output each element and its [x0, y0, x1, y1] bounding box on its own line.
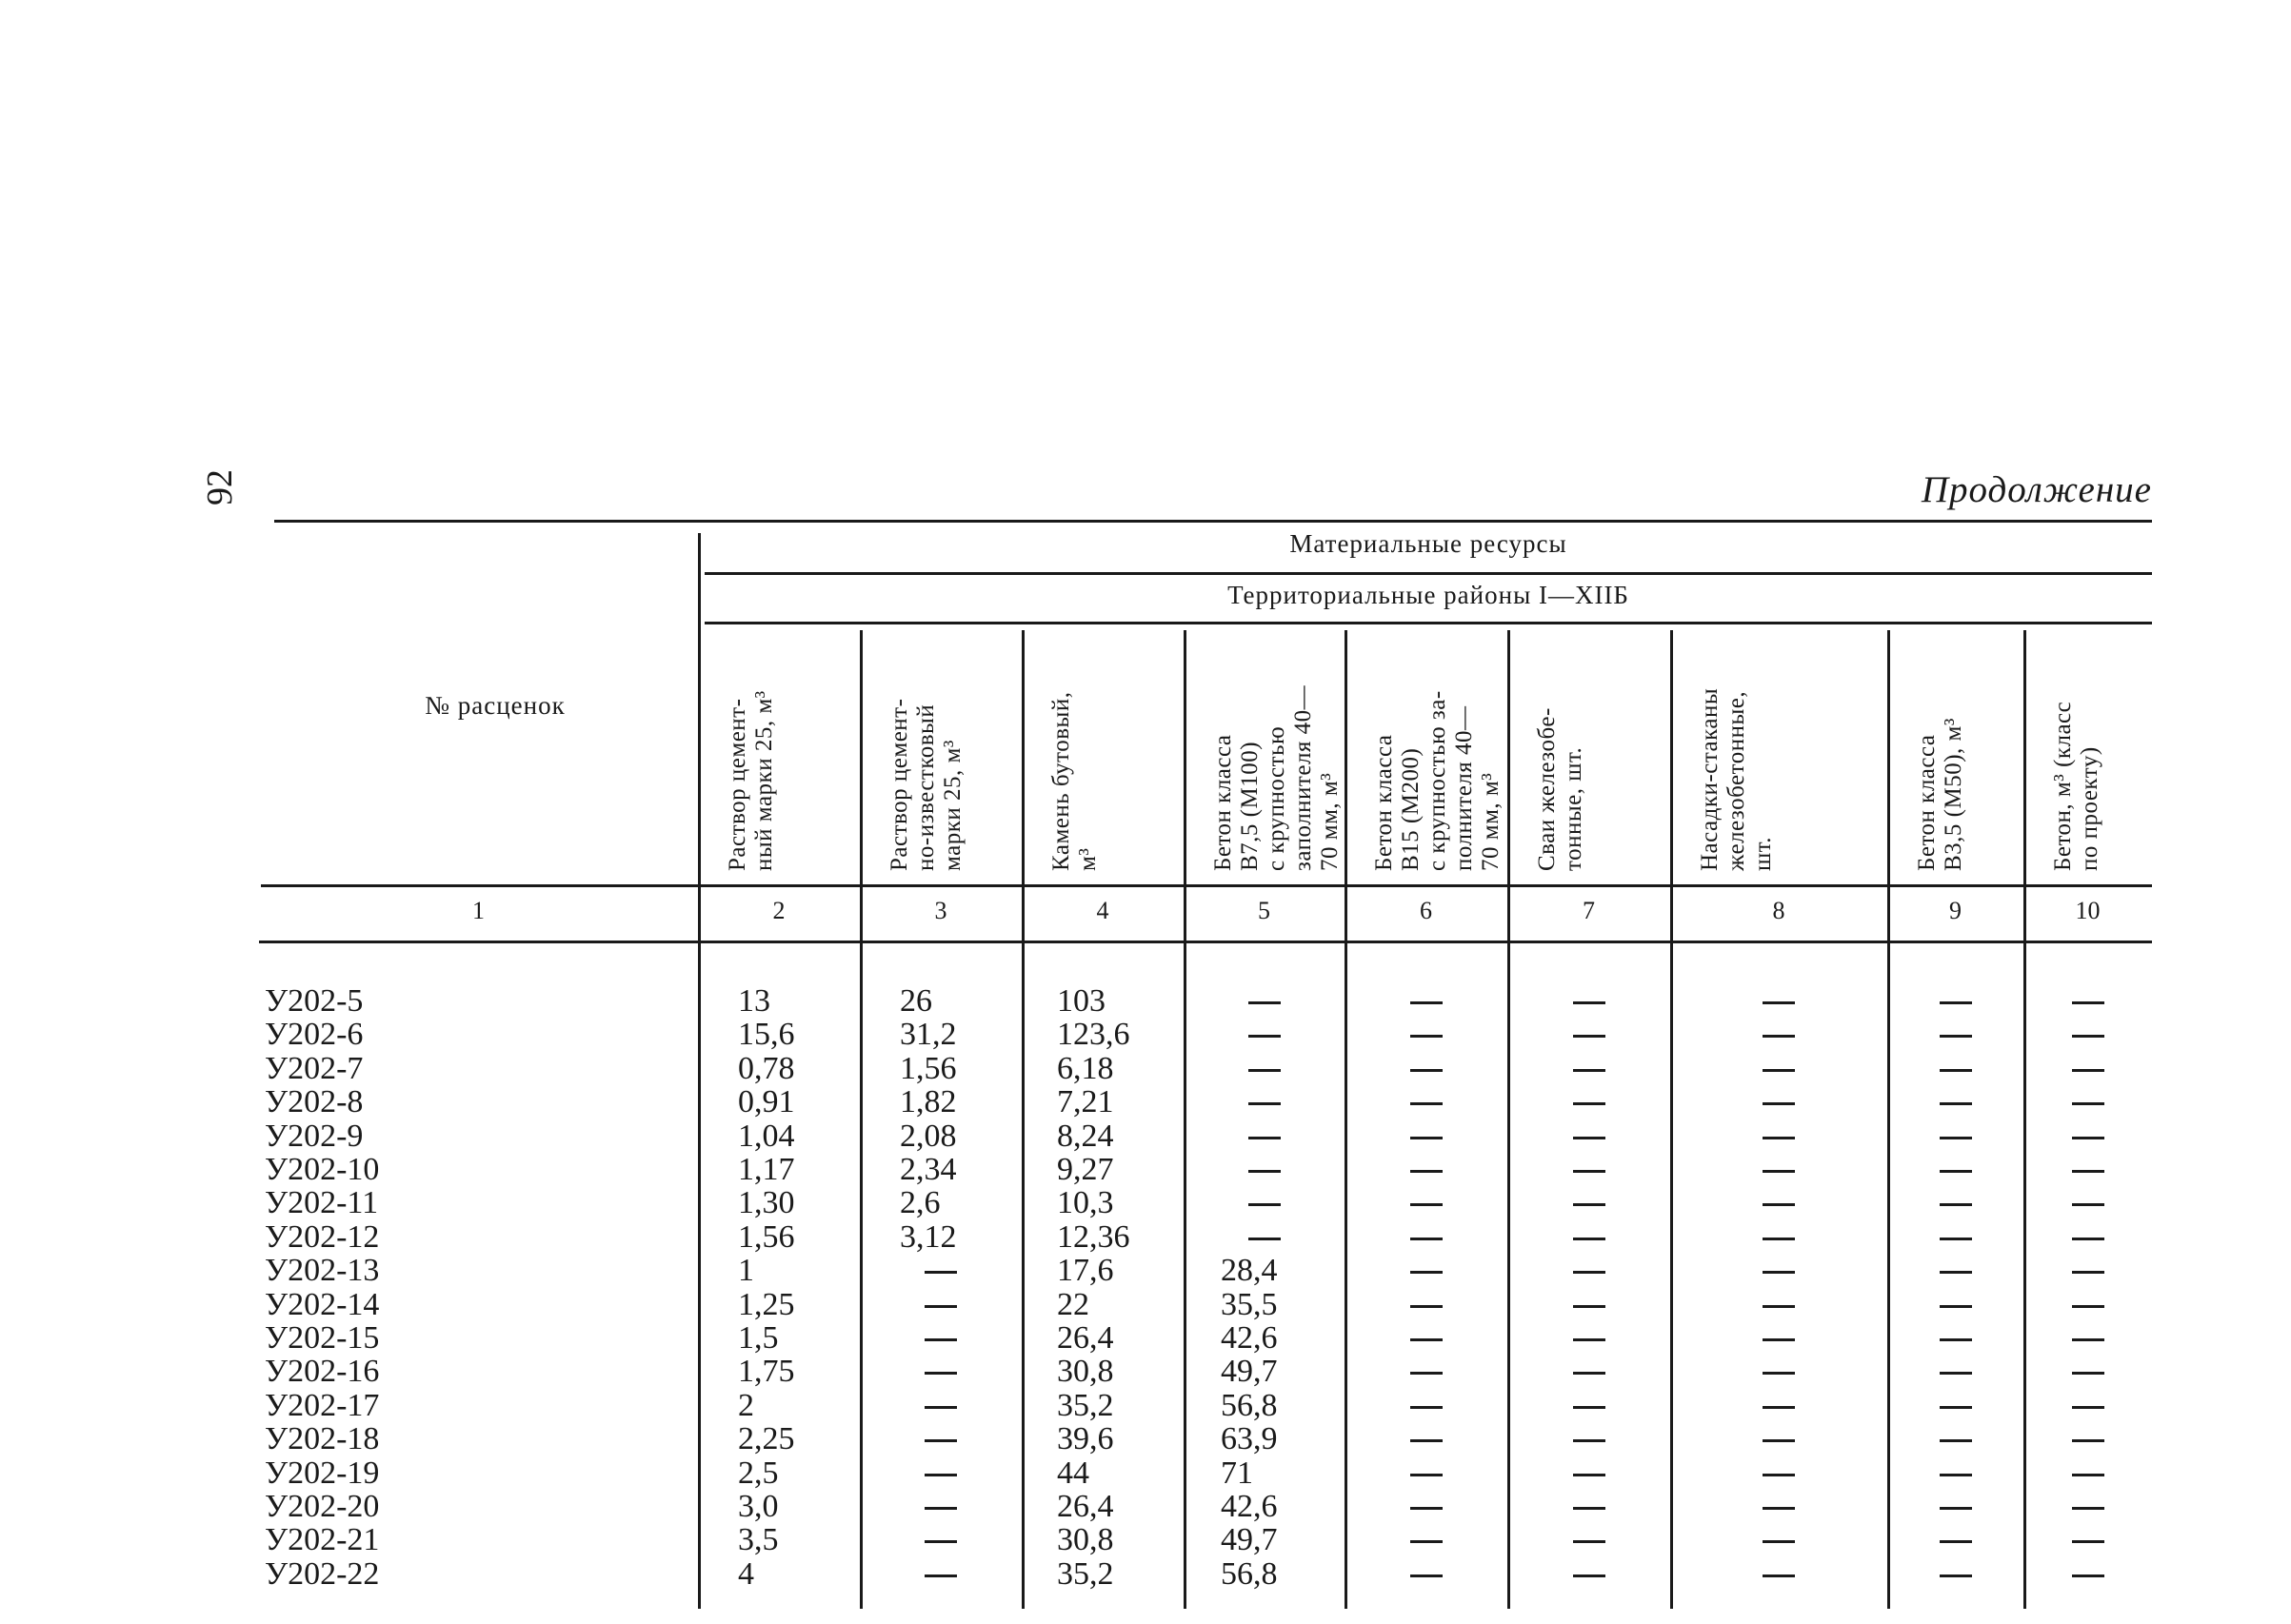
table-cell: 1,30 — [738, 1185, 795, 1221]
dash-mark — [1573, 1271, 1605, 1274]
rate-code: У202-15 — [265, 1320, 380, 1356]
table-cell: 35,2 — [1057, 1555, 1114, 1592]
table-cell: 103 — [1057, 983, 1106, 1019]
dash-mark — [2072, 1540, 2104, 1543]
dash-mark — [1573, 1102, 1605, 1105]
column-number-9: 9 — [1949, 897, 1962, 924]
dash-mark — [925, 1439, 957, 1442]
dash-mark — [1248, 1137, 1281, 1139]
table-cell: 3,0 — [738, 1489, 779, 1524]
dash-mark — [925, 1540, 957, 1543]
dash-mark — [2072, 1102, 2104, 1105]
dash-mark — [1763, 1203, 1795, 1206]
dash-mark — [1573, 1035, 1605, 1038]
table-cell: 28,4 — [1221, 1253, 1278, 1289]
rate-code: У202-11 — [265, 1185, 379, 1221]
dash-mark — [1763, 1137, 1795, 1139]
column-separator — [1022, 630, 1025, 1609]
dash-mark — [1940, 1170, 1972, 1173]
dash-mark — [1410, 1338, 1443, 1341]
dash-mark — [1940, 1372, 1972, 1375]
dash-mark — [1940, 1001, 1972, 1004]
dash-mark — [1410, 1102, 1443, 1105]
column-separator — [698, 533, 701, 1609]
table-cell: 42,6 — [1221, 1320, 1278, 1356]
dash-mark — [1248, 1035, 1281, 1038]
dash-mark — [1940, 1439, 1972, 1442]
table-cell: 30,8 — [1057, 1354, 1114, 1390]
column-separator — [1184, 630, 1186, 1609]
rate-code: У202-7 — [265, 1050, 364, 1086]
dash-mark — [1940, 1102, 1972, 1105]
dash-mark — [1763, 1338, 1795, 1341]
column-header-4: Камень бутовый, м³ — [1048, 691, 1101, 871]
dash-mark — [2072, 1170, 2104, 1173]
rate-code: У202-21 — [265, 1522, 380, 1558]
rate-code: У202-22 — [265, 1555, 380, 1592]
table-cell: 1,04 — [738, 1118, 795, 1154]
rate-code: У202-9 — [265, 1118, 364, 1154]
dash-mark — [2072, 1271, 2104, 1274]
table-cell: 56,8 — [1221, 1387, 1278, 1423]
dash-mark — [2072, 1406, 2104, 1409]
table-cell: 56,8 — [1221, 1555, 1278, 1592]
dash-mark — [1410, 1238, 1443, 1240]
column-header-2: Раствор цемент- ный марки 25, м³ — [725, 690, 777, 871]
dash-mark — [1573, 1574, 1605, 1577]
rate-code: У202-5 — [265, 983, 364, 1019]
dash-mark — [2072, 1439, 2104, 1442]
dash-mark — [1763, 1507, 1795, 1510]
dash-mark — [1410, 1406, 1443, 1409]
page-number: 92 — [200, 469, 240, 505]
dash-mark — [2072, 1574, 2104, 1577]
table-cell: 2,25 — [738, 1421, 795, 1457]
dash-mark — [1763, 1035, 1795, 1038]
dash-mark — [1763, 1574, 1795, 1577]
table-cell: 1,17 — [738, 1152, 795, 1187]
dash-mark — [2072, 1507, 2104, 1510]
dash-mark — [1763, 1305, 1795, 1308]
dash-mark — [1940, 1406, 1972, 1409]
dash-mark — [1763, 1372, 1795, 1375]
subgroup-rule — [705, 622, 2152, 624]
rate-code: У202-19 — [265, 1455, 380, 1491]
table-cell: 31,2 — [900, 1017, 957, 1053]
dash-mark — [1763, 1170, 1795, 1173]
table-cell: 4 — [738, 1555, 754, 1592]
dash-mark — [1573, 1507, 1605, 1510]
dash-mark — [1410, 1305, 1443, 1308]
dash-mark — [1410, 1203, 1443, 1206]
table-cell: 15,6 — [738, 1017, 795, 1053]
dash-mark — [925, 1474, 957, 1476]
table-cell: 71 — [1221, 1455, 1253, 1491]
dash-mark — [1940, 1035, 1972, 1038]
table-cell: 8,24 — [1057, 1118, 1114, 1154]
dash-mark — [925, 1305, 957, 1308]
dash-mark — [1763, 1439, 1795, 1442]
dash-mark — [1940, 1574, 1972, 1577]
dash-mark — [1573, 1338, 1605, 1341]
column-separator — [2023, 630, 2026, 1609]
table-cell: 1,75 — [738, 1354, 795, 1390]
table-cell: 1,82 — [900, 1084, 957, 1120]
dash-mark — [925, 1574, 957, 1577]
table-cell: 42,6 — [1221, 1489, 1278, 1524]
dash-mark — [2072, 1238, 2104, 1240]
dash-mark — [1940, 1238, 1972, 1240]
table-cell: 1 — [738, 1253, 754, 1289]
dash-mark — [1940, 1137, 1972, 1139]
table-cell: 35,2 — [1057, 1387, 1114, 1423]
dash-mark — [1573, 1203, 1605, 1206]
rate-code: У202-14 — [265, 1286, 380, 1322]
table-cell: 26,4 — [1057, 1489, 1114, 1524]
dash-mark — [1763, 1540, 1795, 1543]
table-cell: 63,9 — [1221, 1421, 1278, 1457]
table-cell: 49,7 — [1221, 1354, 1278, 1390]
dash-mark — [1940, 1540, 1972, 1543]
column-header-8: Насадки-стаканы железобетонные, шт. — [1697, 687, 1776, 871]
column-header-7: Сваи железобе- тонные, шт. — [1534, 707, 1586, 871]
dash-mark — [1248, 1203, 1281, 1206]
table-cell: 12,36 — [1057, 1218, 1130, 1255]
rates-column-header: № расценок — [425, 691, 566, 720]
rate-code: У202-10 — [265, 1152, 380, 1187]
dash-mark — [1248, 1170, 1281, 1173]
table-cell: 3,12 — [900, 1218, 957, 1255]
column-number-8: 8 — [1772, 897, 1785, 924]
dash-mark — [1410, 1001, 1443, 1004]
rate-code: У202-18 — [265, 1421, 380, 1457]
column-number-2: 2 — [772, 897, 786, 924]
dash-mark — [1763, 1001, 1795, 1004]
table-cell: 2,08 — [900, 1118, 957, 1154]
dash-mark — [2072, 1001, 2104, 1004]
dash-mark — [1410, 1439, 1443, 1442]
rate-code: У202-17 — [265, 1387, 380, 1423]
dash-mark — [925, 1406, 957, 1409]
dash-mark — [1940, 1271, 1972, 1274]
dash-mark — [1763, 1474, 1795, 1476]
dash-mark — [1573, 1406, 1605, 1409]
group-title: Материальные ресурсы — [1289, 529, 1567, 558]
dash-mark — [925, 1507, 957, 1510]
rate-code: У202-12 — [265, 1218, 380, 1255]
column-header-3: Раствор цемент- но-известковый марки 25, м³ — [887, 698, 966, 871]
dash-mark — [1410, 1035, 1443, 1038]
table-cell: 3,5 — [738, 1522, 779, 1558]
table-cell: 2,34 — [900, 1152, 957, 1187]
table-cell: 35,5 — [1221, 1286, 1278, 1322]
dash-mark — [1763, 1238, 1795, 1240]
dash-mark — [1940, 1305, 1972, 1308]
dash-mark — [1940, 1474, 1972, 1476]
column-separator — [1887, 630, 1890, 1609]
subgroup-title: Территориальные районы I—XIIБ — [1227, 581, 1629, 609]
column-header-6: Бетон класса В15 (М200) с крупностью за- полнителя 40— 70 мм, м³ — [1371, 690, 1504, 871]
dash-mark — [1410, 1540, 1443, 1543]
dash-mark — [1573, 1137, 1605, 1139]
dash-mark — [1410, 1170, 1443, 1173]
column-header-5: Бетон класса В7,5 (М100) с крупностью заполнителя 40— 70 мм, м³ — [1210, 684, 1343, 871]
dash-mark — [1573, 1305, 1605, 1308]
table-cell: 44 — [1057, 1455, 1089, 1491]
dash-mark — [2072, 1137, 2104, 1139]
dash-mark — [1410, 1069, 1443, 1072]
dash-mark — [1763, 1406, 1795, 1409]
table-cell: 49,7 — [1221, 1522, 1278, 1558]
table-cell: 30,8 — [1057, 1522, 1114, 1558]
column-number-6: 6 — [1420, 897, 1432, 924]
column-number-5: 5 — [1258, 897, 1270, 924]
dash-mark — [925, 1372, 957, 1375]
dash-mark — [1410, 1137, 1443, 1139]
dash-mark — [2072, 1203, 2104, 1206]
dash-mark — [2072, 1069, 2104, 1072]
table-top-rule — [274, 520, 2152, 523]
dash-mark — [1940, 1203, 1972, 1206]
dash-mark — [1248, 1102, 1281, 1105]
col-numbers-rule — [259, 941, 2152, 943]
dash-mark — [2072, 1035, 2104, 1038]
dash-mark — [1573, 1372, 1605, 1375]
table-cell: 13 — [738, 983, 770, 1019]
rate-code: У202-20 — [265, 1489, 380, 1524]
dash-mark — [1248, 1069, 1281, 1072]
dash-mark — [1410, 1271, 1443, 1274]
rate-code: У202-13 — [265, 1253, 380, 1289]
dash-mark — [2072, 1305, 2104, 1308]
rate-code: У202-8 — [265, 1084, 364, 1120]
table-cell: 9,27 — [1057, 1152, 1114, 1187]
dash-mark — [1763, 1102, 1795, 1105]
dash-mark — [925, 1271, 957, 1274]
column-header-9: Бетон класса В3,5 (М50), м³ — [1914, 718, 1966, 871]
table-cell: 7,21 — [1057, 1084, 1114, 1120]
table-cell: 1,25 — [738, 1286, 795, 1322]
table-cell: 0,78 — [738, 1050, 795, 1086]
column-separator — [1507, 630, 1510, 1609]
column-number-10: 10 — [2075, 897, 2101, 924]
table-cell: 22 — [1057, 1286, 1089, 1322]
table-cell: 2,6 — [900, 1185, 941, 1221]
dash-mark — [1763, 1069, 1795, 1072]
continuation-label: Продолжение — [1921, 469, 2152, 510]
table-cell: 26 — [900, 983, 932, 1019]
header-bottom-rule — [261, 884, 2152, 887]
table-cell: 0,91 — [738, 1084, 795, 1120]
rate-code: У202-6 — [265, 1017, 364, 1053]
dash-mark — [1410, 1372, 1443, 1375]
group-rule — [705, 572, 2152, 575]
table-cell: 6,18 — [1057, 1050, 1114, 1086]
table-cell: 10,3 — [1057, 1185, 1114, 1221]
dash-mark — [1248, 1238, 1281, 1240]
table-cell: 1,56 — [738, 1218, 795, 1255]
column-header-10: Бетон, м³ (класс по проекту) — [2050, 701, 2102, 871]
table-cell: 1,56 — [900, 1050, 957, 1086]
dash-mark — [1410, 1507, 1443, 1510]
dash-mark — [1573, 1540, 1605, 1543]
table-cell: 2,5 — [738, 1455, 779, 1491]
dash-mark — [1573, 1439, 1605, 1442]
dash-mark — [1940, 1069, 1972, 1072]
dash-mark — [1248, 1001, 1281, 1004]
table-cell: 1,5 — [738, 1320, 779, 1356]
dash-mark — [1573, 1238, 1605, 1240]
dash-mark — [1573, 1001, 1605, 1004]
table-cell: 39,6 — [1057, 1421, 1114, 1457]
dash-mark — [1410, 1474, 1443, 1476]
column-number-4: 4 — [1096, 897, 1109, 924]
table-cell: 17,6 — [1057, 1253, 1114, 1289]
table-cell: 26,4 — [1057, 1320, 1114, 1356]
table-cell: 2 — [738, 1387, 754, 1423]
column-separator — [1345, 630, 1347, 1609]
dash-mark — [1940, 1338, 1972, 1341]
column-number-7: 7 — [1583, 897, 1595, 924]
dash-mark — [925, 1338, 957, 1341]
dash-mark — [1763, 1271, 1795, 1274]
dash-mark — [2072, 1372, 2104, 1375]
dash-mark — [1573, 1170, 1605, 1173]
dash-mark — [1940, 1507, 1972, 1510]
column-separator — [1670, 630, 1673, 1609]
dash-mark — [1573, 1069, 1605, 1072]
dash-mark — [1410, 1574, 1443, 1577]
table-cell: 123,6 — [1057, 1017, 1130, 1053]
dash-mark — [2072, 1338, 2104, 1341]
column-number-1: 1 — [472, 897, 485, 924]
column-number-3: 3 — [934, 897, 947, 924]
dash-mark — [1573, 1474, 1605, 1476]
dash-mark — [2072, 1474, 2104, 1476]
column-separator — [860, 630, 863, 1609]
rate-code: У202-16 — [265, 1354, 380, 1390]
